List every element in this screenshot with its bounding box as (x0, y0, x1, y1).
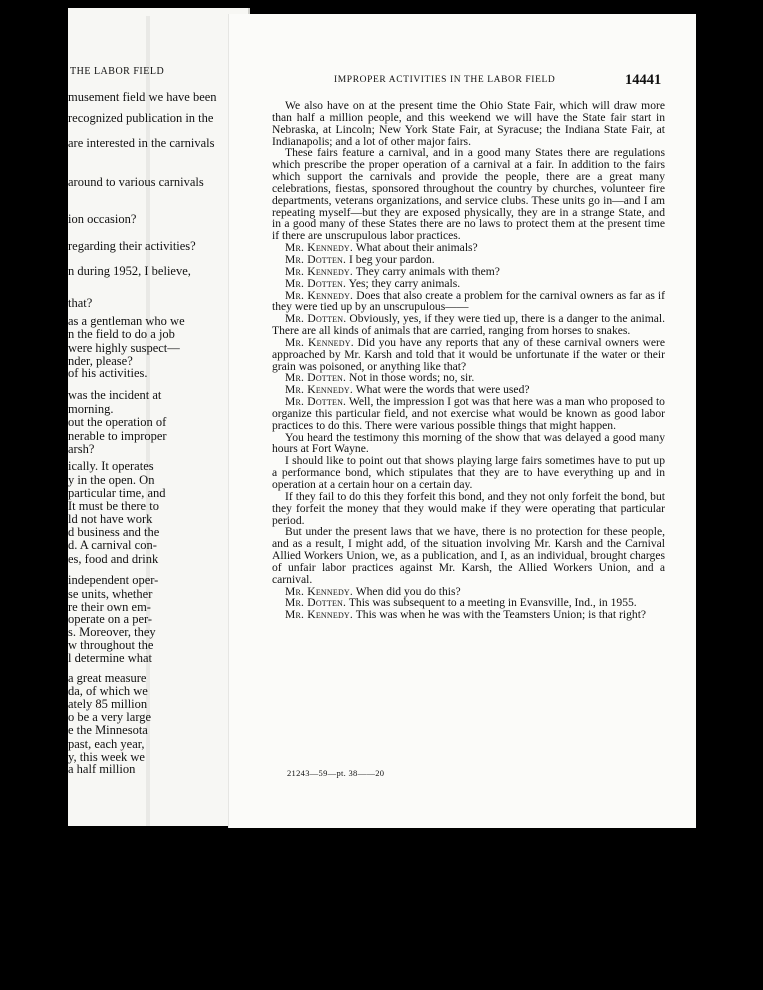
left-page-line: nder, please? (68, 354, 133, 368)
speaker-name: Mr. Kennedy. (285, 241, 353, 255)
left-page-line: y, this week we (68, 750, 145, 764)
left-page-line: ld not have work (68, 512, 153, 526)
speech-text: Not in those words; no, sir. (346, 371, 475, 385)
left-page-line: d. A carnival con- (68, 538, 157, 552)
body-paragraph: We also have on at the present time the Ohio State Fair, which will draw more than half a million people, and this weekend we will have the State fair start in Nebraska, at Lincoln; New York State Fair, at Syracuse; the Indiana State Fair, at Indianapolis; and a lot of other major fairs. (272, 99, 665, 148)
speaker-name: Mr. Kennedy. (285, 335, 354, 349)
left-page-line: l determine what (68, 651, 152, 665)
left-page-line: morning. (68, 402, 114, 416)
left-page-line: ically. It operates (68, 459, 154, 473)
speech-text: This was subsequent to a meeting in Evansville, Ind., in 1955. (346, 596, 637, 610)
right-page-body (272, 100, 665, 621)
left-page-line: da, of which we (68, 684, 148, 698)
speaker-name: Mr. Dotten. (285, 252, 347, 266)
right-page-header (229, 72, 696, 92)
testimony-paragraph (272, 337, 665, 373)
left-page-line: n the field to do a job (68, 327, 175, 341)
left-page-line: regarding their activities? (68, 239, 196, 253)
speech-text: When did you do this? (353, 584, 461, 598)
speech-text: They carry animals with them? (353, 264, 500, 278)
left-page-line: musement field we have been (68, 90, 217, 104)
left-page-line: independent oper- (68, 573, 159, 587)
left-page-line: a half million (68, 762, 136, 776)
left-page-line: of his activities. (68, 366, 148, 380)
speaker-name: Mr. Dotten. (285, 276, 347, 290)
left-running-head: THE LABOR FIELD (70, 66, 165, 77)
speech-text: Does that also create a problem for the carnival owners as far as if they were tied up by an unscrupulous—— (272, 288, 665, 314)
left-page-line: arsh? (68, 442, 95, 456)
testimony-paragraph (272, 313, 665, 337)
left-page-line: past, each year, (68, 737, 145, 751)
speaker-name: Mr. Kennedy. (285, 584, 353, 598)
left-page-line: es, food and drink (68, 552, 159, 566)
body-paragraph: But under the present laws that we have, there is no protection for these people, and as a result, I might add, of the situation involving Mr. Karsh and the Carnival Allied Workers Union, we, as a publication, and I, as an individual, brought charges of unfair labor practices against Mr. Karsh, the Allied Workers Union, and a carnival. (272, 525, 665, 586)
left-page-line: d business and the (68, 525, 160, 539)
speech-text: Obviously, yes, if they were tied up, there is a danger to the animal. There are all kinds of animals that are carried, ranging from horses to snakes. (272, 312, 665, 338)
speaker-name: Mr. Kennedy. (285, 288, 354, 302)
left-page-line: se units, whether (68, 587, 153, 601)
left-page-line: nerable to improper (68, 429, 167, 443)
speech-text: I beg your pardon. (346, 252, 435, 266)
speech-text: Well, the impression I got was that here was a man who proposed to organize this particular field, and not exercise what would be known as good labor practices to do this. There were various possible things that might happen. (272, 395, 665, 432)
body-paragraph: I should like to point out that shows playing large fairs sometimes have to put up a performance bond, which stipulates that they are to have everything up and in operation at a certain hour on a certain day. (272, 454, 665, 491)
right-page (228, 14, 696, 828)
left-page (68, 8, 250, 826)
body-paragraph: If they fail to do this they forfeit this bond, and they not only forfeit the bond, but they forfeit the money that they would make if they were operating that particular period. (272, 489, 665, 527)
left-page-line: as a gentleman who we (68, 314, 185, 328)
speaker-name: Mr. Kennedy. (285, 264, 353, 278)
speech-text: What were the words that were used? (353, 383, 530, 397)
body-paragraph: You heard the testimony this morning of the show that was delayed a good many hours at Fort Wayne. (272, 430, 665, 456)
left-page-line: that? (68, 296, 93, 310)
speaker-name: Mr. Dotten. (285, 371, 347, 385)
left-page-line: ion occasion? (68, 212, 137, 226)
speech-text: What about their animals? (353, 241, 478, 255)
running-head: IMPROPER ACTIVITIES IN THE LABOR FIELD (334, 75, 556, 85)
speaker-name: Mr. Kennedy. (285, 608, 353, 622)
print-footer: 21243—59—pt. 38——20 (287, 768, 385, 778)
speaker-name: Mr. Dotten. (285, 596, 347, 610)
body-paragraph: These fairs feature a carnival, and in a good many States there are regulations which prescribe the proper operation of a carnival at a fair. In addition to the fairs which support the carnivals and provide the people, there are a great many celebrations, fiestas, sponsored throughout the country by churches, volunteer fire departments, veterans organizations, and service clubs. These units go in—and I am repeating myself—but they are exposed physically, they are in a strange State, and in a good many of these States there are no laws to protect them at the present time if there are unscrupulous labor practices. (272, 146, 665, 243)
testimony-paragraph (272, 290, 665, 314)
page-number: 14441 (625, 72, 662, 88)
left-page-line: s. Moreover, they (68, 625, 156, 639)
left-page-line: re their own em- (68, 600, 151, 614)
testimony-paragraph (272, 396, 665, 432)
speech-text: Yes; they carry animals. (346, 276, 461, 290)
left-page-line: operate on a per- (68, 612, 153, 626)
speaker-name: Mr. Dotten. (285, 395, 347, 409)
left-page-line: was the incident at (68, 388, 162, 402)
left-page-line: y in the open. On (68, 473, 155, 487)
left-page-line: o be a very large (68, 710, 152, 724)
left-page-line: particular time, and (68, 486, 166, 500)
speech-text: This was when he was with the Teamsters Union; is that right? (353, 608, 647, 622)
testimony-paragraph (272, 609, 665, 621)
left-page-line: n during 1952, I believe, (68, 264, 191, 278)
left-page-line: were highly suspect— (68, 341, 180, 355)
speech-text: Did you have any reports that any of these carnival owners were approached by Mr. Karsh and told that it would be unfortunate if the water or their grain was poisoned, or anything like that? (272, 335, 665, 373)
left-page-line: are interested in the carnivals (68, 136, 215, 150)
speaker-name: Mr. Kennedy. (285, 383, 353, 397)
left-page-line: around to various carnivals (68, 175, 204, 189)
left-page-line: recognized publication in the (68, 111, 214, 125)
speaker-name: Mr. Dotten. (285, 312, 347, 326)
left-page-line: ately 85 million (68, 697, 148, 711)
left-page-line: a great measure (68, 671, 147, 685)
left-page-line: out the operation of (68, 415, 167, 429)
left-page-line: w throughout the (68, 638, 154, 652)
left-page-line: It must be there to (68, 499, 159, 513)
left-page-line: e the Minnesota (68, 723, 148, 737)
